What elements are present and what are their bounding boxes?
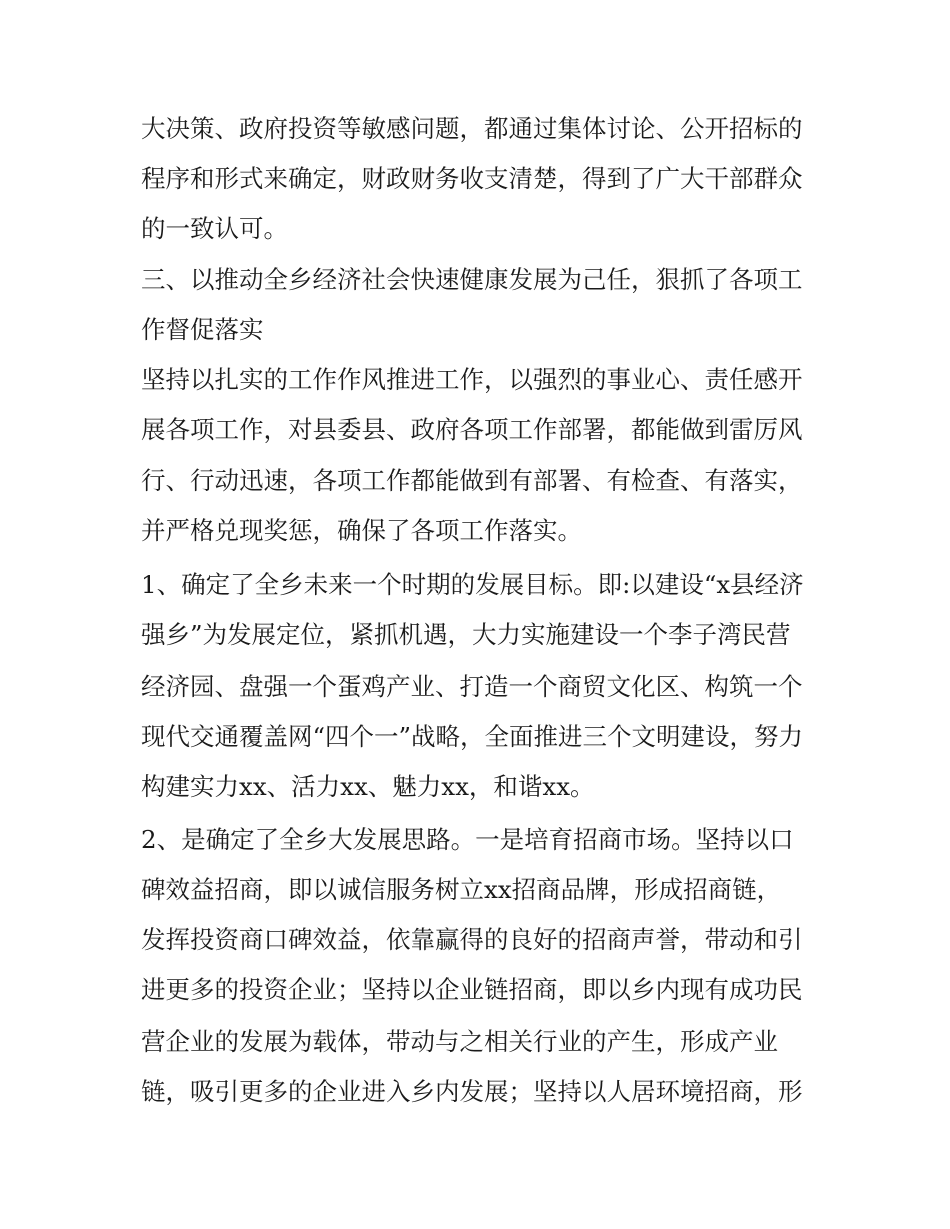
text-line: 碑效益招商，即以诚信服务树立xx招商品牌，形成招商链， xyxy=(141,875,782,904)
section-heading: 三、以推动全乡经济社会快速健康发展为己任，狠抓了各项工 xyxy=(141,265,803,294)
text-line: 展各项工作，对县委县、政府各项工作部署，都能做到雷厉风 xyxy=(141,415,803,444)
text-line: 营企业的发展为载体，带动与之相关行业的产生，形成产业 xyxy=(141,1027,778,1056)
text-line: 2、是确定了全乡大发展思路。一是培育招商市场。坚持以口 xyxy=(141,825,794,854)
section-heading: 作督促落实 xyxy=(141,315,264,344)
text-line: 构建实力xx、活力xx、魅力xx，和谐xx。 xyxy=(141,772,595,801)
text-line: 链，吸引更多的企业进入乡内发展；坚持以人居环境招商，形 xyxy=(141,1077,803,1106)
text-line: 1、确定了全乡未来一个时期的发展目标。即:以建设“x县经济 xyxy=(141,570,804,599)
text-line: 坚持以扎实的工作作风推进工作，以强烈的事业心、责任感开 xyxy=(141,365,803,394)
text-line: 强乡”为发展定位，紧抓机遇，大力实施建设一个李子湾民营 xyxy=(141,620,791,649)
text-line: 进更多的投资企业；坚持以企业链招商，即以乡内现有成功民 xyxy=(141,975,803,1004)
text-line: 程序和形式来确定，财政财务收支清楚，得到了广大干部群众 xyxy=(141,164,803,193)
text-line: 大决策、政府投资等敏感问题，都通过集体讨论、公开招标的 xyxy=(141,114,803,143)
text-line: 行、行动迅速，各项工作都能做到有部署、有检查、有落实， xyxy=(141,466,803,495)
text-line: 经济园、盘强一个蛋鸡产业、打造一个商贸文化区、构筑一个 xyxy=(141,672,803,701)
text-line: 现代交通覆盖网“四个一”战略，全面推进三个文明建设，努力 xyxy=(141,722,804,751)
text-line: 发挥投资商口碑效益，依靠赢得的良好的招商声誉，带动和引 xyxy=(141,925,803,954)
text-line: 并严格兑现奖惩，确保了各项工作落实。 xyxy=(141,516,582,545)
text-line: 的一致认可。 xyxy=(141,214,288,243)
